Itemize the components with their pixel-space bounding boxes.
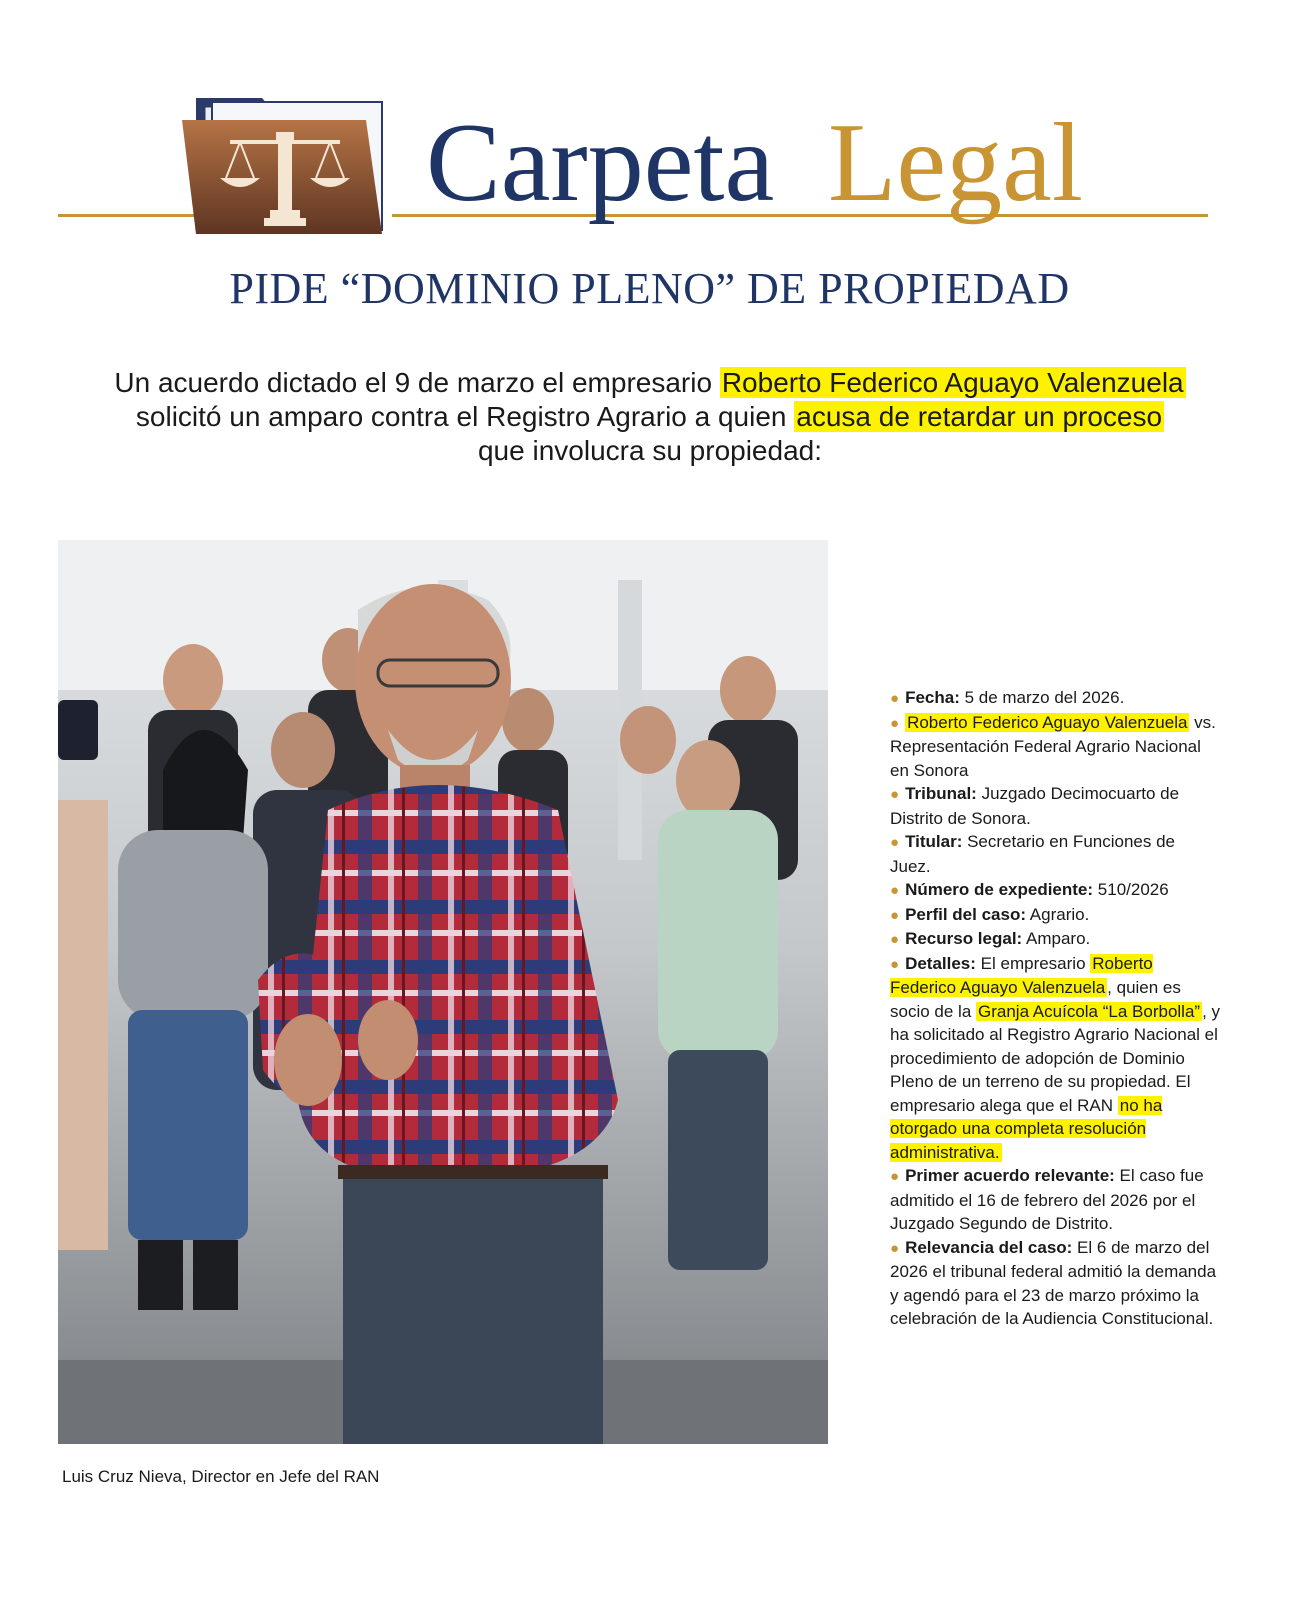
lead-highlight-name: Roberto Federico Aguayo Valenzuela [721,367,1184,398]
brand-word-legal: Legal [828,101,1083,225]
lead-text-1: Un acuerdo dictado el 9 de marzo el empresario [114,367,720,398]
fact-detalles [890,952,1220,1165]
fact-value: 5 de marzo del 2026. [959,688,1125,707]
fact-label: Perfil del caso: [905,904,1026,924]
fact-value: Juzgado Decimocuarto de Distrito de Sonora. [890,784,1180,828]
fact-label: Fecha: [905,688,960,707]
fact-perfil [890,903,1220,928]
fact-label: Recurso legal: [905,929,1023,948]
photo-illustration [58,540,828,1444]
lead-text-2: solicitó un amparo contra el Registro Agrario a quien [135,401,795,432]
fact-label: Detalles: [905,953,976,973]
page-title: PIDE “DOMINIO PLENO” DE PROPIEDAD [229,264,1070,313]
bullet-dot: ● [890,882,900,899]
bullet-dot: ● [890,955,900,973]
fact-value: , quien es socio de la [890,978,1181,1021]
bullet-dot: ● [890,1239,900,1257]
fact-highlight-claim: no ha otorgado una completa resolución administrativa. [890,1095,1163,1162]
case-facts-list [890,686,1220,1331]
lead-paragraph [60,366,1240,468]
lead-text-3: que involucra su propiedad: [477,435,822,466]
bullet-dot: ● [890,786,900,803]
news-photo [58,540,828,1444]
brand-word-carpeta: Carpeta [426,101,775,225]
bullet-dot: ● [890,690,900,707]
fact-relevancia [890,1236,1220,1331]
fact-recurso [890,927,1220,952]
bullet-dot: ● [890,834,900,851]
fact-value: 510/2026 [1093,880,1169,899]
fact-titular [890,830,1220,878]
bullet-dot: ● [890,1168,900,1185]
fact-highlight-name: Roberto Federico Aguayo Valenzuela [907,712,1188,732]
bullet-dot: ● [890,931,900,948]
fact-label: Relevancia del caso: [905,1237,1073,1257]
fact-label: Número de expediente: [905,880,1094,899]
fact-value: Secretario en Funciones de Juez. [890,832,1175,876]
bullet-dot: ● [890,906,900,924]
fact-expediente [890,878,1220,903]
fact-value: vs. Representación Federal Agrario Nacional en Sonora [890,712,1216,780]
fact-label: Tribunal: [905,784,977,803]
fact-value: El empresario [975,953,1091,973]
fact-value: Agrario. [1026,904,1090,924]
fact-label: Primer acuerdo relevante: [905,1166,1115,1185]
fact-fecha [890,686,1220,711]
fact-value: El 6 de marzo del 2026 el tribunal federal admitió la demanda y agendó para el 23 de marzo próximo la celebración de la Audiencia Constitucional. [890,1237,1217,1328]
fact-value: El caso fue admitido el 16 de febrero del 2026 por el Juzgado Segundo de Distrito. [890,1166,1204,1233]
fact-highlight-name: Roberto Federico Aguayo Valenzuela [890,953,1153,997]
folder-scales-icon [182,94,394,240]
fact-value: Amparo. [1022,929,1091,948]
fact-partes [890,711,1220,783]
fact-value: , y ha solicitado al Registro Agrario Nacional el procedimiento de adopción de Dominio Pleno de un terreno de su propiedad. El empresario alega que el RAN [890,1001,1221,1115]
photo-caption: Luis Cruz Nieva, Director en Jefe del RAN [62,1467,380,1486]
fact-highlight-company: Granja Acuícola “La Borbolla” [978,1001,1201,1021]
lead-highlight-accusation: acusa de retardar un proceso [796,401,1163,432]
fact-tribunal [890,782,1220,830]
logo-rule-left [58,214,194,217]
fact-label: Titular: [905,832,963,851]
fact-primer-acuerdo [890,1164,1220,1236]
bullet-dot: ● [890,714,900,732]
